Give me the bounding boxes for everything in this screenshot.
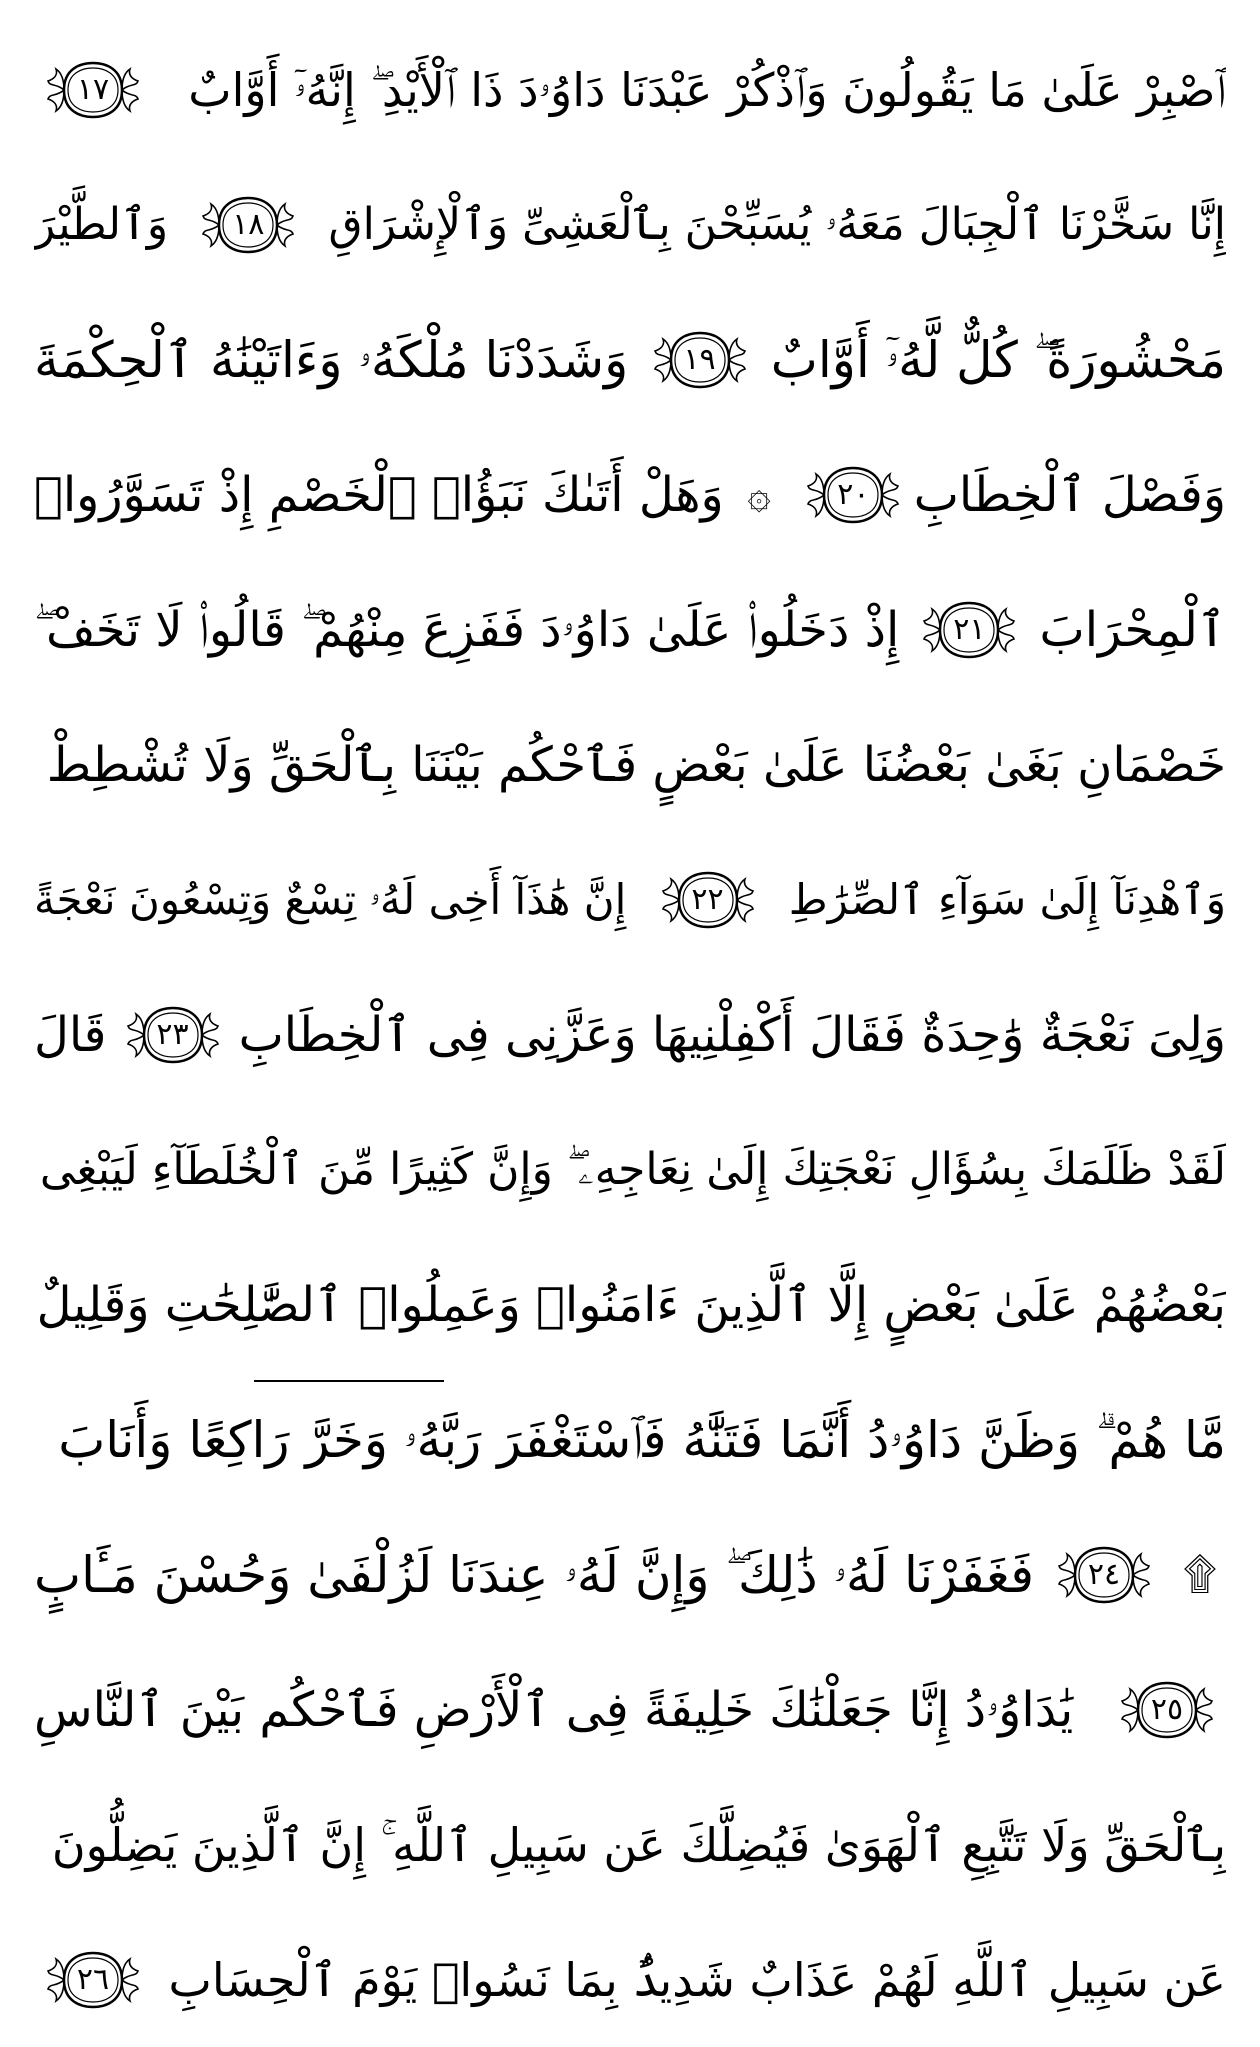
verse-line [34, 22, 1226, 157]
verse-line [34, 1777, 1226, 1912]
verse-line [34, 1642, 1226, 1777]
verse-line [34, 1372, 1226, 1507]
verse-text: وَٱهْدِنَآ إِلَىٰ سَوَآءِ ٱلصِّرَٰطِ [788, 874, 1226, 924]
verse-line [34, 427, 1226, 562]
ayah-number: ٢٠ [837, 476, 870, 512]
verse-text: يَٰدَاوُۥدُ إِنَّا جَعَلْنَٰكَ خَلِيفَةً فِى ٱلْأَرْضِ فَٱحْكُم بَيْنَ ٱلنَّاسِ [34, 1681, 1074, 1738]
verse-line [34, 967, 1226, 1102]
verse-text: ٱصْبِرْ عَلَىٰ مَا يَقُولُونَ وَٱذْكُرْ عَبْدَنَا دَاوُۥدَ ذَا ٱلْأَيْدِ ۖ إِنَّهُۥٓ أَوَّابٌ [188, 62, 1226, 117]
verse-text: عَن سَبِيلِ ٱللَّهِ لَهُمْ عَذَابٌ شَدِيدٌۢ بِمَا نَسُوا۟ يَوْمَ ٱلْحِسَابِ [168, 1952, 1226, 2007]
ayah-number-marker [1118, 1677, 1216, 1743]
verse-text: لَقَدْ ظَلَمَكَ بِسُؤَالِ نَعْجَتِكَ إِلَىٰ نِعَاجِهِۦ ۖ وَإِنَّ كَثِيرًا مِّنَ ٱلْخُلَطَآءِ لَيَبْغِى [39, 1143, 1226, 1195]
hizb-star-icon: ۞ [747, 471, 771, 518]
ayah-number-marker [199, 192, 297, 258]
ayah-number: ١٧ [76, 71, 110, 107]
verse-line [34, 832, 1226, 967]
verse-text: قَالَ [34, 1006, 107, 1063]
ayah-number-marker [651, 327, 749, 393]
verse-line [34, 157, 1226, 292]
ayah-number-marker [920, 597, 1018, 663]
verse-text: إِنَّا سَخَّرْنَا ٱلْجِبَالَ مَعَهُۥ يُسَبِّحْنَ بِٱلْعَشِىِّ وَٱلْإِشْرَاقِ [328, 198, 1226, 250]
sajda-mark-icon: ۩ [1183, 1548, 1217, 1600]
ayah-number: ١٩ [683, 341, 716, 377]
verse-text: إِذْ دَخَلُوا۟ عَلَىٰ دَاوُۥدَ فَفَزِعَ مِنْهُمْ ۖ قَالُوا۟ لَا تَخَفْ ۖ [34, 601, 900, 658]
verse-line [34, 562, 1226, 697]
verse-line [34, 1912, 1226, 2047]
verse-text: وَلِىَ نَعْجَةٌ وَٰحِدَةٌ فَقَالَ أَكْفِلْنِيهَا وَعَزَّنِى فِى ٱلْخِطَابِ [238, 1006, 1226, 1063]
verse-line [34, 1237, 1226, 1372]
ayah-number-marker [804, 462, 902, 528]
ayah-number: ١٨ [232, 206, 265, 242]
verse-text: وَشَدَدْنَا مُلْكَهُۥ وَءَاتَيْنَٰهُ ٱلْحِكْمَةَ [34, 330, 629, 389]
ayah-number: ٢٦ [76, 1961, 110, 1997]
verse-text: بَعْضُهُمْ عَلَىٰ بَعْضٍ إِلَّا ٱلَّذِينَ ءَامَنُوا۟ وَعَمِلُوا۟ ٱلصَّٰلِحَٰتِ وَقَلِيلٌ [36, 1276, 1226, 1333]
ayah-number-marker [659, 867, 757, 933]
verse-text: وَهَلْ أَتَىٰكَ نَبَؤُا۟ ٱلْخَصْمِ إِذْ تَسَوَّرُوا۟ [34, 466, 724, 523]
verse-text: وَفَصْلَ ٱلْخِطَابِ [913, 466, 1226, 523]
verse-line [34, 1507, 1226, 1642]
ayah-number-marker [44, 57, 142, 123]
verse-line [34, 1102, 1226, 1237]
verse-line [34, 292, 1226, 427]
verse-text: خَصْمَانِ بَغَىٰ بَعْضُنَا عَلَىٰ بَعْضٍ فَٱحْكُم بَيْنَنَا بِٱلْحَقِّ وَلَا تُشْطِطْ [46, 736, 1226, 793]
ayah-number: ٢٣ [156, 1016, 189, 1052]
ayah-number-marker [44, 1947, 142, 2013]
verse-text: مَّا هُمْ ۗ وَظَنَّ دَاوُۥدُ أَنَّمَا فَتَنَّٰهُ فَٱسْتَغْفَرَ رَبَّهُۥ وَخَرَّ رَاكِعًا وَأَنَابَ [58, 1410, 1226, 1469]
verse-text: إِنَّ هَٰذَآ أَخِى لَهُۥ تِسْعٌ وَتِسْعُونَ نَعْجَةً [34, 874, 627, 924]
verse-text: بِٱلْحَقِّ وَلَا تَتَّبِعِ ٱلْهَوَىٰ فَيُضِلَّكَ عَن سَبِيلِ ٱللَّهِ ۚ إِنَّ ٱلَّذِينَ يَضِلُّونَ [51, 1817, 1226, 1872]
ayah-number-marker [124, 1002, 222, 1068]
verse-text: مَحْشُورَةً ۖ كُلٌّ لَّهُۥٓ أَوَّابٌ [770, 330, 1226, 389]
verse-text: وَٱلطَّيْرَ [34, 198, 169, 250]
verse-line [34, 697, 1226, 832]
verse-text: فَغَفَرْنَا لَهُۥ ذَٰلِكَ ۖ وَإِنَّ لَهُۥ عِندَنَا لَزُلْفَىٰ وَحُسْنَ مَـَٔابٍ [34, 1545, 1034, 1604]
ayah-number-marker [1055, 1542, 1153, 1608]
ayah-number: ٢٤ [1087, 1556, 1121, 1592]
ayah-number: ٢١ [953, 611, 986, 647]
ayah-number: ٢٥ [1150, 1691, 1184, 1727]
sajda-overline [254, 1380, 444, 1382]
verse-text: ٱلْمِحْرَابَ [1039, 601, 1226, 658]
ayah-number: ٢٢ [691, 881, 724, 917]
